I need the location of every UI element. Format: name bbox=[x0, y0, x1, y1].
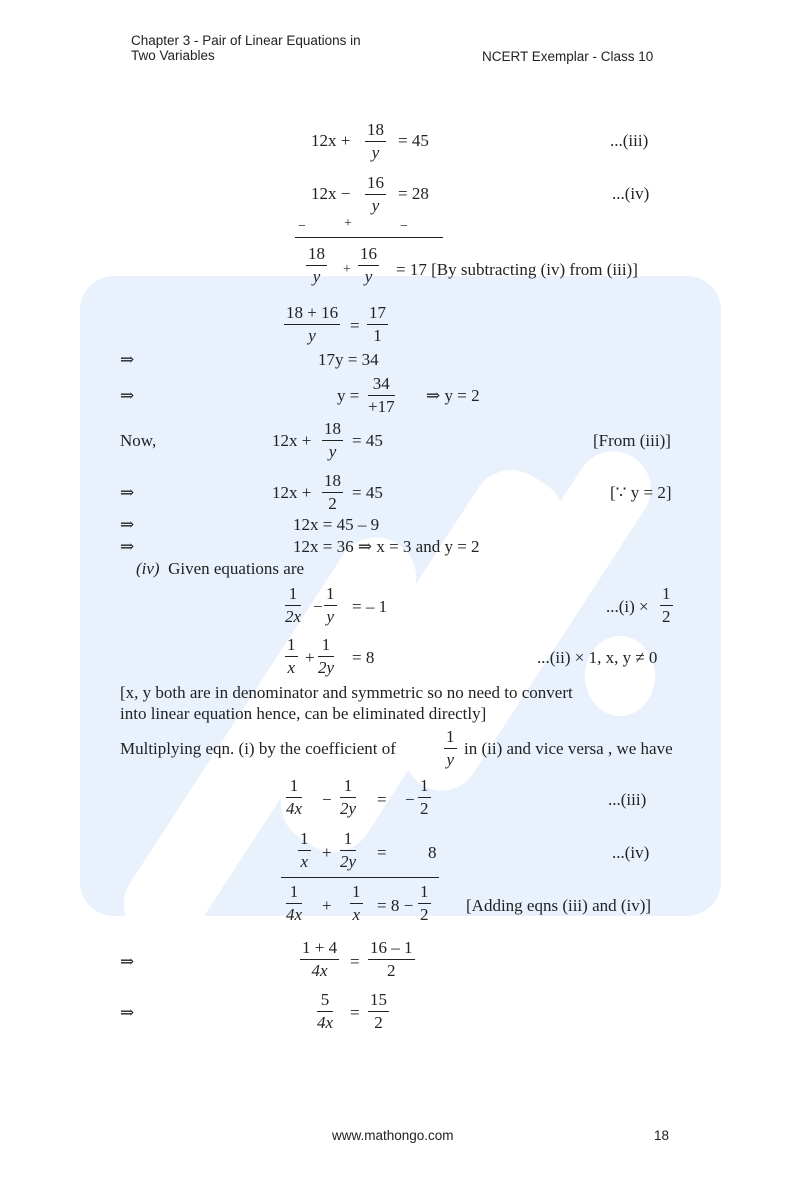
implies-arrow: ⇒ bbox=[120, 952, 135, 971]
fraction: $\frac{1}{2y}$ bbox=[340, 776, 357, 818]
fraction: $\frac{18}{y}$ bbox=[324, 419, 341, 461]
fraction: $\frac{1}{4x}$ bbox=[286, 776, 303, 818]
step-text: 12x = 36 ⇒ x = 3 and y = 2 bbox=[293, 537, 480, 556]
subtraction-rule bbox=[295, 237, 443, 238]
step-text: = 45 bbox=[352, 483, 383, 502]
fraction: $\frac{16}{y}$ bbox=[367, 173, 384, 215]
equals: = bbox=[350, 952, 360, 971]
eq-tag: ...(iii) bbox=[610, 131, 649, 150]
sign: + bbox=[344, 216, 352, 231]
fraction: $\frac{5}{4x}$ bbox=[317, 990, 334, 1032]
fraction: $\frac{17}{1}$ bbox=[369, 303, 386, 345]
fraction: $\frac{1}{x}$ bbox=[287, 635, 296, 677]
step-text: ⇒ y = 2 bbox=[426, 386, 480, 405]
fraction: $\frac{1}{4x}$ bbox=[286, 882, 303, 924]
fraction: $\frac{16}{y}$ bbox=[360, 244, 377, 286]
footer-website-link[interactable]: www.mathongo.com bbox=[332, 1128, 454, 1143]
step-text: 12x + bbox=[272, 431, 312, 450]
step-text: = 8 − bbox=[377, 896, 414, 915]
implies-arrow: ⇒ bbox=[120, 1003, 135, 1022]
step-text: = 8 bbox=[352, 648, 375, 667]
eq-tag: ...(iv) bbox=[612, 843, 650, 862]
eq-tag: [∵ y = 2] bbox=[610, 483, 672, 502]
part-label: (iv) Given equations are bbox=[136, 559, 305, 578]
implies-arrow: ⇒ bbox=[120, 386, 135, 405]
step-text: 12x + bbox=[272, 483, 312, 502]
implies-arrow: ⇒ bbox=[120, 350, 135, 369]
fraction: $\frac{1}{x}$ bbox=[352, 882, 361, 924]
book-title: NCERT Exemplar - Class 10 bbox=[482, 49, 654, 64]
step-text: 12x = 45 – 9 bbox=[293, 515, 380, 534]
fraction: $\frac{16 - 1}{2}$ bbox=[370, 938, 413, 980]
fraction: $\frac{1 + 4}{4x}$ bbox=[302, 938, 338, 980]
fraction: $\frac{18 + 16}{y}$ bbox=[286, 303, 339, 345]
plus: + bbox=[343, 262, 351, 277]
step-text: 17y = 34 bbox=[318, 350, 379, 369]
implies-arrow: ⇒ bbox=[120, 537, 135, 556]
fraction: $\frac{1}{2}$ bbox=[420, 776, 429, 818]
eq-tag: ...(ii) × 1, x, y ≠ 0 bbox=[537, 648, 658, 667]
step-text: 8 bbox=[428, 843, 437, 862]
fraction: $\frac{1}{y}$ bbox=[326, 584, 335, 626]
operator: − bbox=[322, 790, 332, 809]
note-line: into linear equation hence, can be eliminated directly] bbox=[120, 704, 487, 723]
chapter-title-line1: Chapter 3 - Pair of Linear Equations in bbox=[131, 33, 361, 48]
subtraction-result: = 17 [By subtracting (iv) from (iii)] bbox=[396, 260, 638, 279]
step-text: = – 1 bbox=[352, 597, 388, 616]
equals: = bbox=[350, 1003, 360, 1022]
operator: − bbox=[405, 790, 415, 809]
fraction: $\frac{15}{2}$ bbox=[370, 990, 387, 1032]
addition-rule bbox=[281, 877, 439, 878]
eq-tag: ...(iv) bbox=[612, 184, 650, 203]
fraction: $\frac{1}{2}$ bbox=[662, 584, 671, 626]
equals: = bbox=[377, 790, 387, 809]
chapter-title-line2: Two Variables bbox=[131, 48, 215, 63]
fraction: $\frac{1}{2y}$ bbox=[340, 829, 357, 871]
fraction: $\frac{34}{+17}$ bbox=[368, 374, 395, 416]
page-number: 18 bbox=[654, 1128, 670, 1143]
note-line: [x, y both are in denominator and symmetric so no need to convert bbox=[120, 683, 573, 702]
operator: + bbox=[305, 648, 315, 667]
sign: − bbox=[298, 219, 306, 234]
eq-tag: [Adding eqns (iii) and (iv)] bbox=[466, 896, 652, 915]
eq-iv-lhs: 12x − bbox=[311, 184, 351, 203]
eq-iv-rhs: = 28 bbox=[398, 184, 429, 203]
now-label: Now, bbox=[120, 431, 157, 450]
equals: = bbox=[377, 843, 387, 862]
eq-iii-lhs: 12x + bbox=[311, 131, 351, 150]
fraction: $\frac{1}{2x}$ bbox=[285, 584, 302, 626]
watermark-logo bbox=[80, 276, 721, 916]
eq-iii-rhs: = 45 bbox=[398, 131, 429, 150]
implies-arrow: ⇒ bbox=[120, 515, 135, 534]
fraction: $\frac{18}{y}$ bbox=[367, 120, 384, 162]
equals: = bbox=[350, 316, 360, 335]
operator: + bbox=[322, 896, 332, 915]
fraction: $\frac{18}{2}$ bbox=[324, 471, 341, 513]
multiply-text: Multiplying eqn. (i) by the coefficient of bbox=[120, 739, 396, 758]
operator: − bbox=[313, 597, 323, 616]
fraction: $\frac{18}{y}$ bbox=[308, 244, 325, 286]
eq-tag: ...(i) × bbox=[606, 597, 649, 616]
sign: − bbox=[400, 219, 408, 234]
fraction: $\frac{1}{2y}$ bbox=[318, 635, 335, 677]
multiply-text: in (ii) and vice versa , we have bbox=[464, 739, 673, 758]
step-text: = 45 bbox=[352, 431, 383, 450]
step-text: y = bbox=[337, 386, 360, 405]
chapter-title bbox=[131, 33, 361, 63]
operator: + bbox=[322, 843, 332, 862]
eq-tag: ...(iii) bbox=[608, 790, 647, 809]
fraction: $\frac{1}{x}$ bbox=[300, 829, 309, 871]
eq-tag: [From (iii)] bbox=[593, 431, 671, 450]
fraction: $\frac{1}{2}$ bbox=[420, 882, 429, 924]
fraction: $\frac{1}{y}$ bbox=[446, 727, 455, 769]
implies-arrow: ⇒ bbox=[120, 483, 135, 502]
